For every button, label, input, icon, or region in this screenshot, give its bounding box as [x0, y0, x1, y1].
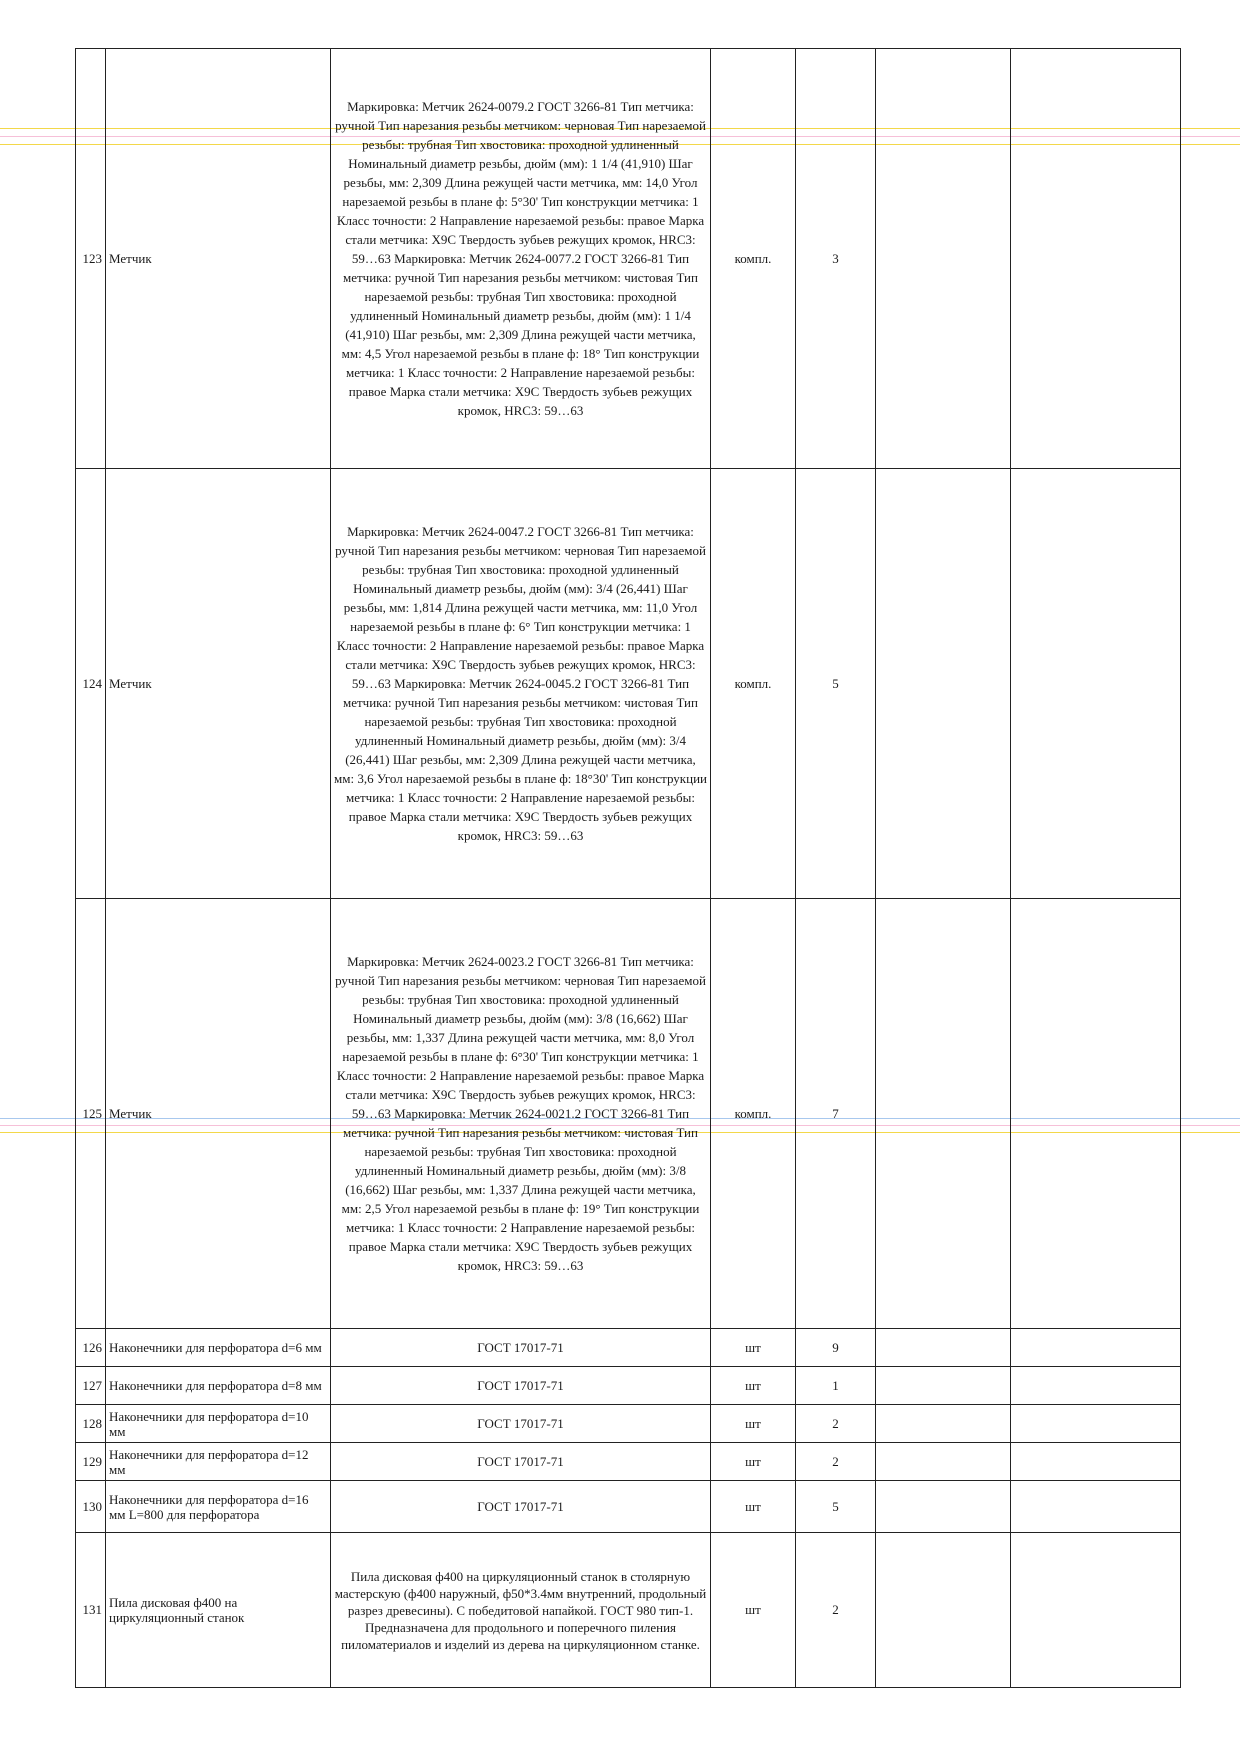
table-row-128 [76, 1405, 1181, 1443]
empty-cell-total [1011, 1405, 1181, 1443]
item-description: ГОСТ 17017-71 [331, 1481, 711, 1533]
empty-cell-price [876, 1367, 1011, 1405]
item-description: ГОСТ 17017-71 [331, 1367, 711, 1405]
item-name: Наконечники для перфоратора d=12 мм [106, 1443, 331, 1481]
empty-cell-total [1011, 1367, 1181, 1405]
item-quantity: 9 [796, 1329, 876, 1367]
row-number: 130 [76, 1481, 106, 1533]
item-unit: компл. [711, 469, 796, 899]
item-name: Наконечники для перфоратора d=16 мм L=800 для перфоратора [106, 1481, 331, 1533]
item-description: Маркировка: Метчик 2624-0079.2 ГОСТ 3266-81 Тип метчика: ручной Тип нарезания резьбы метчиком: черновая Тип нарезаемой резьбы: трубная Тип хвостовика: проходной удлиненный Номинальный диаметр резьбы, дюйм (мм): 1 1/4 (41,910) Шаг резьбы, мм: 2,309 Длина режущей части метчика, мм: 14,0 Угол нарезаемой резьбы в плане ф: 5°30' Тип конструкции метчика: 1 Класс точности: 2 Направление нарезаемой резьбы: правое Марка стали метчика: Х9С Твердость зубьев режущих кромок, HRC3: 59…63 Маркировка: Метчик 2624-0077.2 ГОСТ 3266-81 Тип метчика: ручной Тип нарезания резьбы метчиком: чистовая Тип нарезаемой резьбы: трубная Тип хвостовика: проходной удлиненный Номинальный диаметр резьбы, дюйм (мм): 1 1/4 (41,910) Шаг резьбы, мм: 2,309 Длина режущей части метчика, мм: 4,5 Угол нарезаемой резьбы в плане ф: 18° Тип конструкции метчика: 1 Класс точности: 2 Направление нарезаемой резьбы: правое Марка стали метчика: Х9С Твердость зубьев режущих кромок, HRC3: 59…63 [331, 49, 711, 469]
item-unit: шт [711, 1329, 796, 1367]
item-unit: шт [711, 1533, 796, 1688]
empty-cell-price [876, 1405, 1011, 1443]
item-quantity: 5 [796, 469, 876, 899]
table-row-123 [76, 49, 1181, 469]
empty-cell-price [876, 1481, 1011, 1533]
item-description: ГОСТ 17017-71 [331, 1443, 711, 1481]
table-row-127 [76, 1367, 1181, 1405]
table-row-129 [76, 1443, 1181, 1481]
empty-cell-price [876, 899, 1011, 1329]
empty-cell-total [1011, 49, 1181, 469]
item-name: Наконечники для перфоратора d=10 мм [106, 1405, 331, 1443]
table-row-125 [76, 899, 1181, 1329]
item-name: Метчик [106, 469, 331, 899]
table-row-126 [76, 1329, 1181, 1367]
table-row-124 [76, 469, 1181, 899]
item-name: Метчик [106, 49, 331, 469]
row-number: 129 [76, 1443, 106, 1481]
specification-table [75, 48, 1181, 1688]
item-name: Метчик [106, 899, 331, 1329]
item-name: Наконечники для перфоратора d=8 мм [106, 1367, 331, 1405]
item-unit: шт [711, 1481, 796, 1533]
item-quantity: 2 [796, 1533, 876, 1688]
item-description: ГОСТ 17017-71 [331, 1329, 711, 1367]
item-description: Маркировка: Метчик 2624-0047.2 ГОСТ 3266-81 Тип метчика: ручной Тип нарезания резьбы метчиком: черновая Тип нарезаемой резьбы: трубная Тип хвостовика: проходной удлиненный Номинальный диаметр резьбы, дюйм (мм): 3/4 (26,441) Шаг резьбы, мм: 1,814 Длина режущей части метчика, мм: 11,0 Угол нарезаемой резьбы в плане ф: 6° Тип конструкции метчика: 1 Класс точности: 2 Направление нарезаемой резьбы: правое Марка стали метчика: Х9С Твердость зубьев режущих кромок, HRC3: 59…63 Маркировка: Метчик 2624-0045.2 ГОСТ 3266-81 Тип метчика: ручной Тип нарезания резьбы метчиком: чистовая Тип нарезаемой резьбы: трубная Тип хвостовика: проходной удлиненный Номинальный диаметр резьбы, дюйм (мм): 3/4 (26,441) Шаг резьбы, мм: 2,309 Длина режущей части метчика, мм: 3,6 Угол нарезаемой резьбы в плане ф: 18°30' Тип конструкции метчика: 1 Класс точности: 2 Направление нарезаемой резьбы: правое Марка стали метчика: Х9С Твердость зубьев режущих кромок, HRC3: 59…63 [331, 469, 711, 899]
item-description: ГОСТ 17017-71 [331, 1405, 711, 1443]
empty-cell-total [1011, 1533, 1181, 1688]
empty-cell-price [876, 1533, 1011, 1688]
empty-cell-total [1011, 1481, 1181, 1533]
item-quantity: 7 [796, 899, 876, 1329]
empty-cell-price [876, 1443, 1011, 1481]
item-unit: шт [711, 1405, 796, 1443]
item-description: Маркировка: Метчик 2624-0023.2 ГОСТ 3266-81 Тип метчика: ручной Тип нарезания резьбы метчиком: черновая Тип нарезаемой резьбы: трубная Тип хвостовика: проходной удлиненный Номинальный диаметр резьбы, дюйм (мм): 3/8 (16,662) Шаг резьбы, мм: 1,337 Длина режущей части метчика, мм: 8,0 Угол нарезаемой резьбы в плане ф: 6°30' Тип конструкции метчика: 1 Класс точности: 2 Направление нарезаемой резьбы: правое Марка стали метчика: Х9С Твердость зубьев режущих кромок, HRC3: 59…63 Маркировка: Метчик 2624-0021.2 ГОСТ 3266-81 Тип метчика: ручной Тип нарезания резьбы метчиком: чистовая Тип нарезаемой резьбы: трубная Тип хвостовика: проходной удлиненный Номинальный диаметр резьбы, дюйм (мм): 3/8 (16,662) Шаг резьбы, мм: 1,337 Длина режущей части метчика, мм: 2,5 Угол нарезаемой резьбы в плане ф: 19° Тип конструкции метчика: 1 Класс точности: 2 Направление нарезаемой резьбы: правое Марка стали метчика: Х9С Твердость зубьев режущих кромок, HRC3: 59…63 [331, 899, 711, 1329]
item-unit: шт [711, 1367, 796, 1405]
row-number: 128 [76, 1405, 106, 1443]
empty-cell-total [1011, 1329, 1181, 1367]
table-row-131 [76, 1533, 1181, 1688]
empty-cell-total [1011, 1443, 1181, 1481]
item-quantity: 1 [796, 1367, 876, 1405]
item-unit: шт [711, 1443, 796, 1481]
item-unit: компл. [711, 899, 796, 1329]
row-number: 124 [76, 469, 106, 899]
row-number: 131 [76, 1533, 106, 1688]
empty-cell-total [1011, 899, 1181, 1329]
table-row-130 [76, 1481, 1181, 1533]
item-description: Пила дисковая ф400 на циркуляционный станок в столярную мастерскую (ф400 наружный, ф50*3.4мм внутренний, продольный разрез древесины). С победитовой напайкой. ГОСТ 980 тип-1. Предназначена для продольного и поперечного пиления пиломатериалов и изделий из дерева на циркуляционном станке. [331, 1533, 711, 1688]
row-number: 123 [76, 49, 106, 469]
row-number: 126 [76, 1329, 106, 1367]
empty-cell-total [1011, 469, 1181, 899]
empty-cell-price [876, 1329, 1011, 1367]
item-name: Наконечники для перфоратора d=6 мм [106, 1329, 331, 1367]
item-unit: компл. [711, 49, 796, 469]
item-quantity: 3 [796, 49, 876, 469]
row-number: 125 [76, 899, 106, 1329]
empty-cell-price [876, 469, 1011, 899]
item-name: Пила дисковая ф400 на циркуляционный станок [106, 1533, 331, 1688]
empty-cell-price [876, 49, 1011, 469]
item-quantity: 2 [796, 1443, 876, 1481]
item-quantity: 5 [796, 1481, 876, 1533]
row-number: 127 [76, 1367, 106, 1405]
item-quantity: 2 [796, 1405, 876, 1443]
